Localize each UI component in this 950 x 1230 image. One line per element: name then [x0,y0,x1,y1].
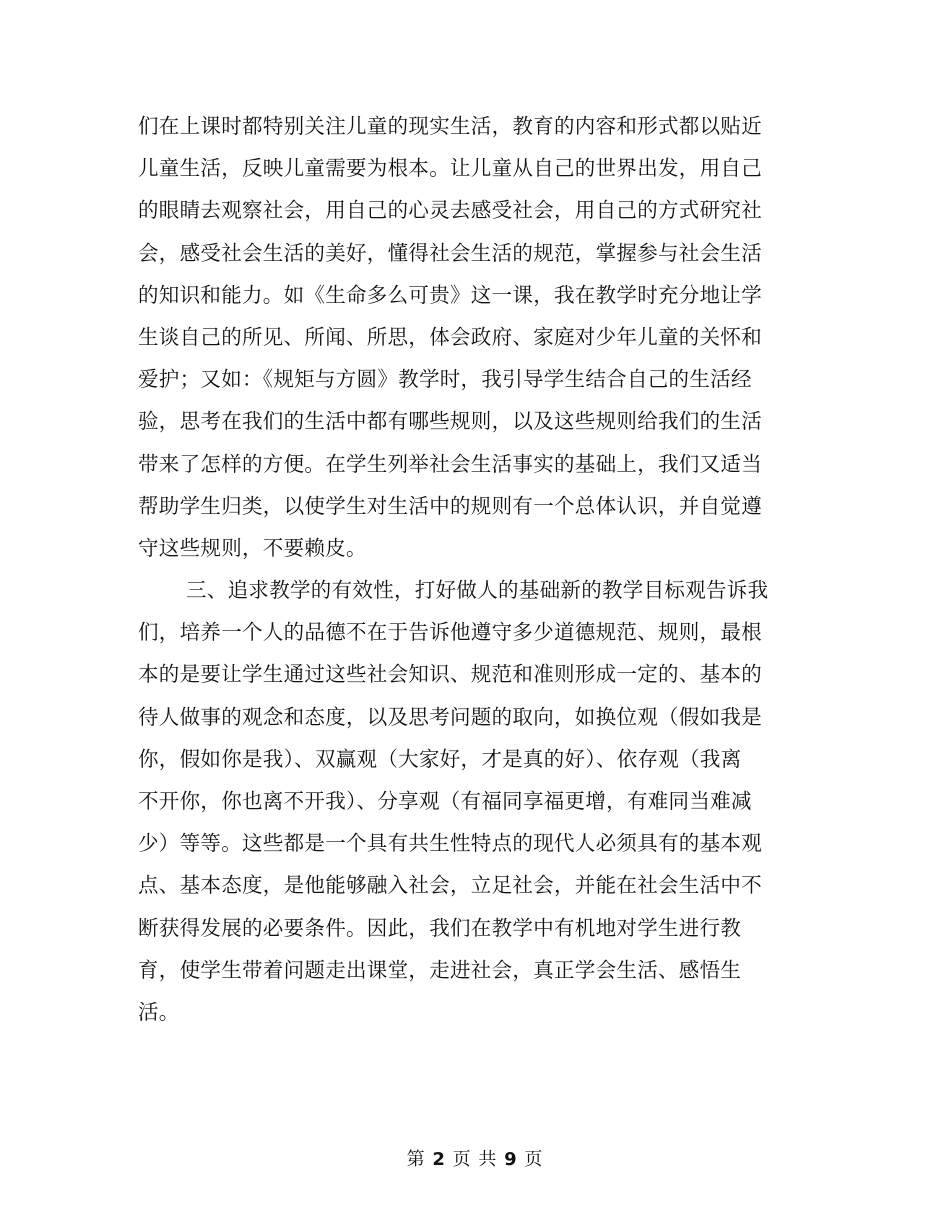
text-line: 们，培养一个人的品德不在于告诉他遵守多少道德规范、规则，最根 [138,620,762,645]
text-line: 点、基本态度，是他能够融入社会，立足社会，并能在社会生活中不 [138,873,762,898]
section-heading-line: 三、追求教学的有效性，打好做人的基础新的教学目标观告诉我 [186,578,769,603]
text-line: 育，使学生带着问题走出课堂，走进社会，真正学会生活、感悟生 [138,957,742,982]
footer-prefix: 第 [406,1149,426,1170]
page-footer [0,1148,950,1172]
text-line: 守这些规则，不要赖皮。 [138,535,367,560]
text-line: 不开你，你也离不开我）、分享观（有福同享福更增，有难同当难减 [138,789,752,813]
text-line: 的知识和能力。如《生命多么可贵》这一课，我在教学时充分地让学 [138,282,762,307]
text-line: 验，思考在我们的生活中都有哪些规则，以及这些规则给我们的生活 [138,409,762,434]
text-line: 爱护；又如：《规矩与方圆》教学时，我引导学生结合自己的生活经 [138,367,752,392]
text-line: 帮助学生归类，以使学生对生活中的规则有一个总体认识，并自觉遵 [138,493,762,518]
text-line: 活。 [138,999,180,1024]
text-line: 你，假如你是我）、双赢观（大家好，才是真的好）、依存观（我离 [138,746,742,771]
text-line: 们在上课时都特别关注儿童的现实生活，教育的内容和形式都以贴近 [138,114,762,138]
text-line: 本的是要让学生通过这些社会知识、规范和准则形成一定的、基本的 [138,662,762,687]
body-text [138,105,778,1033]
footer-middle: 页 共 [452,1149,498,1170]
current-page-number: 2 [432,1149,446,1170]
text-line: 会，感受社会生活的美好，懂得社会生活的规范，掌握参与社会生活 [138,240,762,265]
text-line: 儿童生活，反映儿童需要为根本。让儿童从自己的世界出发，用自己 [138,156,762,181]
text-line: 少）等等。这些都是一个具有共生性特点的现代人必须具有的基本观 [138,831,762,856]
footer-suffix: 页 [524,1149,544,1170]
text-line: 待人做事的观念和态度，以及思考问题的取向，如换位观（假如我是 [138,704,762,729]
text-line: 带来了怎样的方便。在学生列举社会生活事实的基础上，我们又适当 [138,451,762,476]
text-line: 生谈自己的所见、所闻、所思，体会政府、家庭对少年儿童的关怀和 [138,324,762,349]
text-line: 断获得发展的必要条件。因此，我们在教学中有机地对学生进行教 [138,915,742,940]
text-line: 的眼睛去观察社会，用自己的心灵去感受社会，用自己的方式研究社 [138,198,762,223]
total-pages-number: 9 [504,1149,518,1170]
